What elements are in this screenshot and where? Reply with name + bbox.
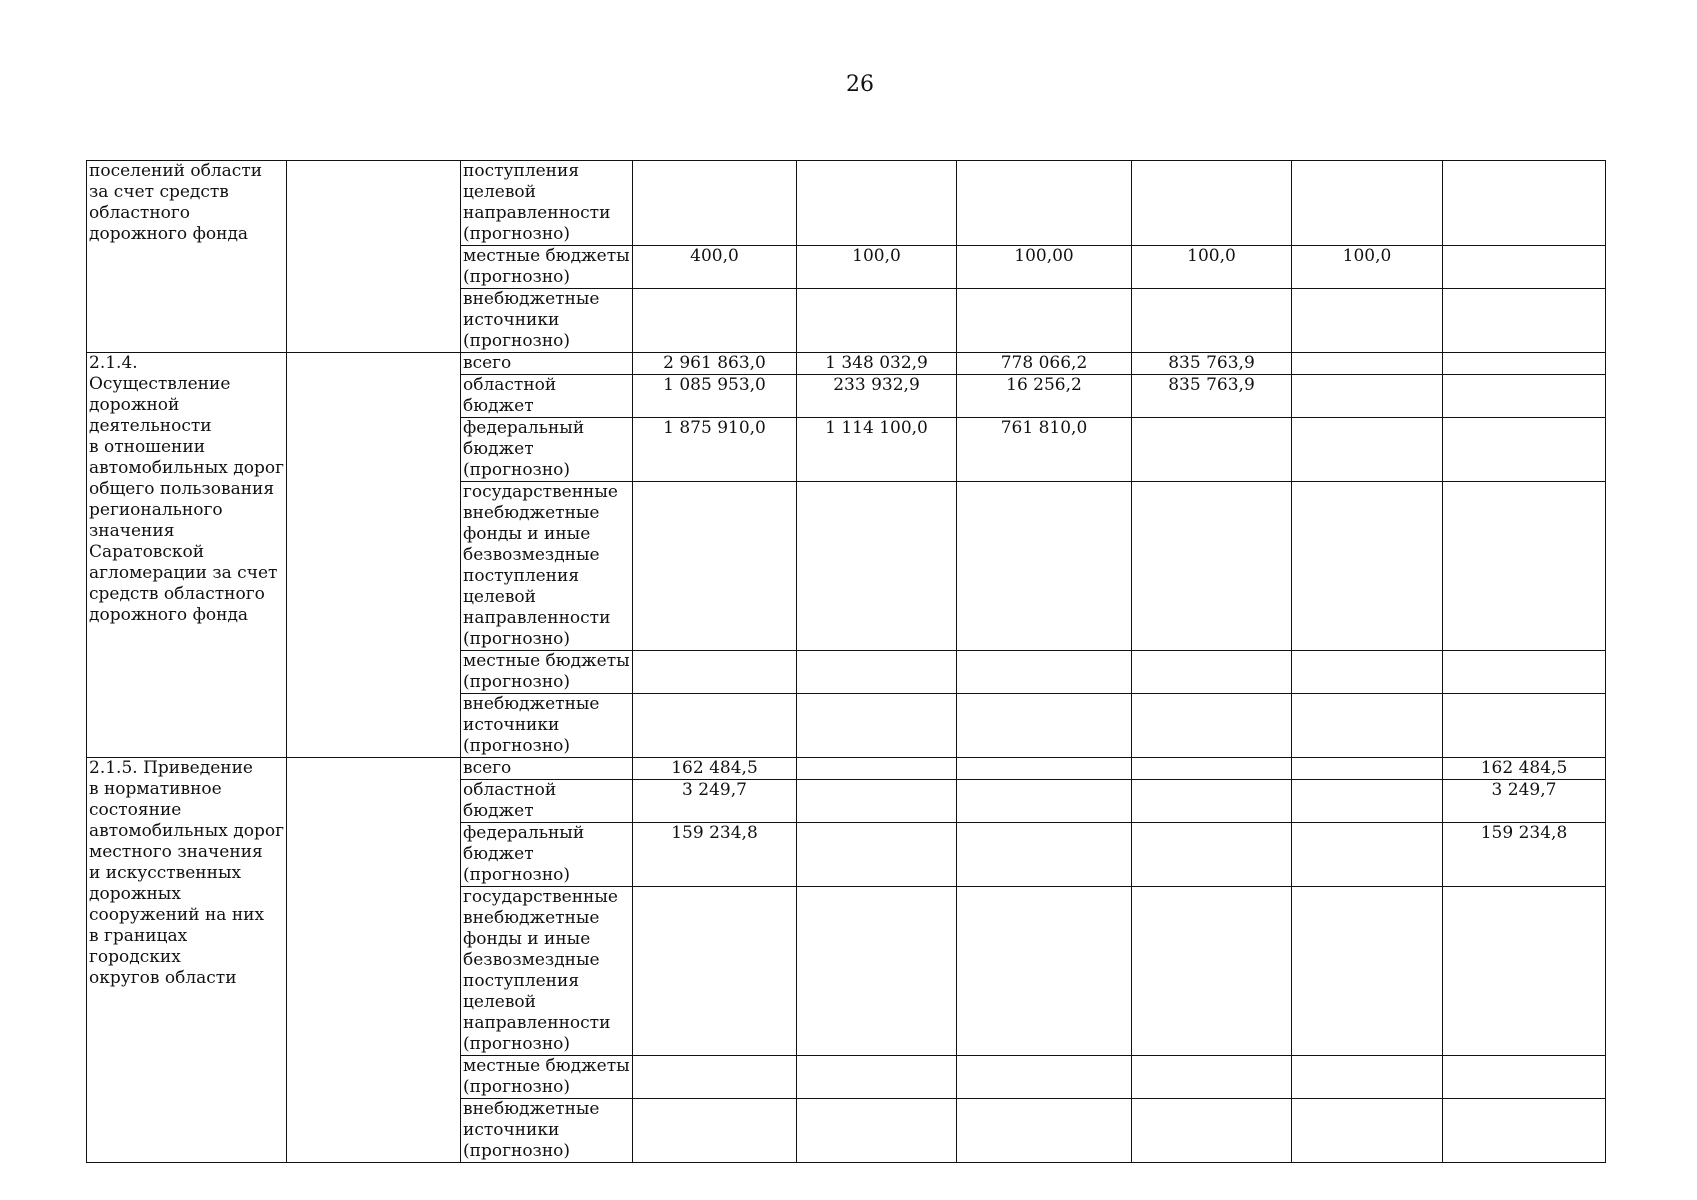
table-row (87, 353, 1606, 375)
funding-source-cell: поступления целевой направленности (прогнозно) (461, 161, 633, 246)
amount-cell-1: 159 234,8 (633, 823, 797, 887)
amount-cell-1 (633, 651, 797, 694)
amount-cell-2: 1 348 032,9 (797, 353, 957, 375)
table-row (87, 161, 1606, 246)
amount-cell-3 (957, 482, 1132, 651)
amount-cell-4: 835 763,9 (1132, 353, 1292, 375)
amount-cell-4 (1132, 1099, 1292, 1163)
amount-cell-2: 233 932,9 (797, 375, 957, 418)
amount-cell-6: 162 484,5 (1443, 758, 1606, 780)
amount-cell-5 (1292, 651, 1443, 694)
measure-name-cell: поселений области за счет средств областного дорожного фонда (87, 161, 287, 353)
amount-cell-6 (1443, 289, 1606, 353)
amount-cell-2 (797, 780, 957, 823)
funding-source-cell: внебюджетные источники (прогнозно) (461, 694, 633, 758)
amount-cell-5 (1292, 694, 1443, 758)
executor-cell (287, 161, 461, 353)
amount-cell-4 (1132, 482, 1292, 651)
amount-cell-2 (797, 651, 957, 694)
amount-cell-1: 1 875 910,0 (633, 418, 797, 482)
executor-cell (287, 353, 461, 758)
amount-cell-6 (1443, 482, 1606, 651)
amount-cell-5 (1292, 375, 1443, 418)
amount-cell-2 (797, 289, 957, 353)
amount-cell-5 (1292, 823, 1443, 887)
amount-cell-3 (957, 758, 1132, 780)
amount-cell-6 (1443, 1099, 1606, 1163)
amount-cell-5: 100,0 (1292, 246, 1443, 289)
amount-cell-5 (1292, 289, 1443, 353)
amount-cell-5 (1292, 353, 1443, 375)
amount-cell-3: 16 256,2 (957, 375, 1132, 418)
funding-source-cell: областной бюджет (461, 375, 633, 418)
amount-cell-3 (957, 651, 1132, 694)
amount-cell-4 (1132, 758, 1292, 780)
amount-cell-3: 778 066,2 (957, 353, 1132, 375)
amount-cell-1: 3 249,7 (633, 780, 797, 823)
amount-cell-1 (633, 887, 797, 1056)
amount-cell-4 (1132, 161, 1292, 246)
amount-cell-6 (1443, 887, 1606, 1056)
measure-name-cell: 2.1.4. Осуществление дорожной деятельности в отношении автомобильных дорог общего пользования регионального значения Саратовской агломерации за счет средств областного дорожного фонда (87, 353, 287, 758)
table-row (87, 758, 1606, 780)
amount-cell-5 (1292, 758, 1443, 780)
amount-cell-3 (957, 161, 1132, 246)
funding-source-cell: всего (461, 758, 633, 780)
amount-cell-6 (1443, 375, 1606, 418)
amount-cell-2 (797, 1056, 957, 1099)
amount-cell-4 (1132, 651, 1292, 694)
amount-cell-4 (1132, 289, 1292, 353)
amount-cell-5 (1292, 482, 1443, 651)
funding-source-cell: областной бюджет (461, 780, 633, 823)
amount-cell-3 (957, 289, 1132, 353)
amount-cell-2: 1 114 100,0 (797, 418, 957, 482)
amount-cell-5 (1292, 1056, 1443, 1099)
amount-cell-6: 3 249,7 (1443, 780, 1606, 823)
funding-source-cell: местные бюджеты (прогнозно) (461, 246, 633, 289)
amount-cell-4: 835 763,9 (1132, 375, 1292, 418)
amount-cell-1 (633, 1056, 797, 1099)
funding-source-cell: всего (461, 353, 633, 375)
funding-source-cell: местные бюджеты (прогнозно) (461, 1056, 633, 1099)
funding-source-cell: местные бюджеты (прогнозно) (461, 651, 633, 694)
funding-source-cell: федеральный бюджет (прогнозно) (461, 418, 633, 482)
amount-cell-2 (797, 1099, 957, 1163)
amount-cell-6 (1443, 353, 1606, 375)
amount-cell-3 (957, 780, 1132, 823)
budget-table (86, 160, 1606, 1163)
amount-cell-1 (633, 482, 797, 651)
amount-cell-6 (1443, 1056, 1606, 1099)
amount-cell-1 (633, 694, 797, 758)
amount-cell-5 (1292, 418, 1443, 482)
amount-cell-4 (1132, 1056, 1292, 1099)
amount-cell-4 (1132, 418, 1292, 482)
funding-source-cell: внебюджетные источники (прогнозно) (461, 1099, 633, 1163)
page-number: 26 (846, 72, 874, 97)
table-body (87, 161, 1606, 1163)
executor-cell (287, 758, 461, 1163)
amount-cell-3 (957, 1056, 1132, 1099)
funding-source-cell: федеральный бюджет (прогнозно) (461, 823, 633, 887)
amount-cell-5 (1292, 1099, 1443, 1163)
amount-cell-5 (1292, 780, 1443, 823)
funding-source-cell: государственные внебюджетные фонды и иные безвозмездные поступления целевой направленности (прогнозно) (461, 482, 633, 651)
amount-cell-2 (797, 161, 957, 246)
amount-cell-4 (1132, 887, 1292, 1056)
amount-cell-2 (797, 694, 957, 758)
amount-cell-1 (633, 161, 797, 246)
amount-cell-3: 100,00 (957, 246, 1132, 289)
amount-cell-3 (957, 823, 1132, 887)
amount-cell-1: 1 085 953,0 (633, 375, 797, 418)
amount-cell-5 (1292, 887, 1443, 1056)
funding-source-cell: государственные внебюджетные фонды и иные безвозмездные поступления целевой направленности (прогнозно) (461, 887, 633, 1056)
amount-cell-1: 2 961 863,0 (633, 353, 797, 375)
amount-cell-6 (1443, 694, 1606, 758)
measure-name-cell: 2.1.5. Приведение в нормативное состояние автомобильных дорог местного значения и искусственных дорожных сооружений на них в границах городских округов области (87, 758, 287, 1163)
amount-cell-6 (1443, 651, 1606, 694)
amount-cell-3 (957, 694, 1132, 758)
amount-cell-6: 159 234,8 (1443, 823, 1606, 887)
amount-cell-3: 761 810,0 (957, 418, 1132, 482)
amount-cell-3 (957, 887, 1132, 1056)
amount-cell-2 (797, 887, 957, 1056)
amount-cell-4 (1132, 780, 1292, 823)
amount-cell-6 (1443, 418, 1606, 482)
amount-cell-1: 162 484,5 (633, 758, 797, 780)
amount-cell-4 (1132, 694, 1292, 758)
amount-cell-2: 100,0 (797, 246, 957, 289)
amount-cell-4: 100,0 (1132, 246, 1292, 289)
amount-cell-1 (633, 289, 797, 353)
amount-cell-5 (1292, 161, 1443, 246)
amount-cell-3 (957, 1099, 1132, 1163)
amount-cell-2 (797, 823, 957, 887)
amount-cell-4 (1132, 823, 1292, 887)
funding-source-cell: внебюджетные источники (прогнозно) (461, 289, 633, 353)
amount-cell-1 (633, 1099, 797, 1163)
amount-cell-1: 400,0 (633, 246, 797, 289)
amount-cell-6 (1443, 161, 1606, 246)
amount-cell-6 (1443, 246, 1606, 289)
amount-cell-2 (797, 482, 957, 651)
amount-cell-2 (797, 758, 957, 780)
